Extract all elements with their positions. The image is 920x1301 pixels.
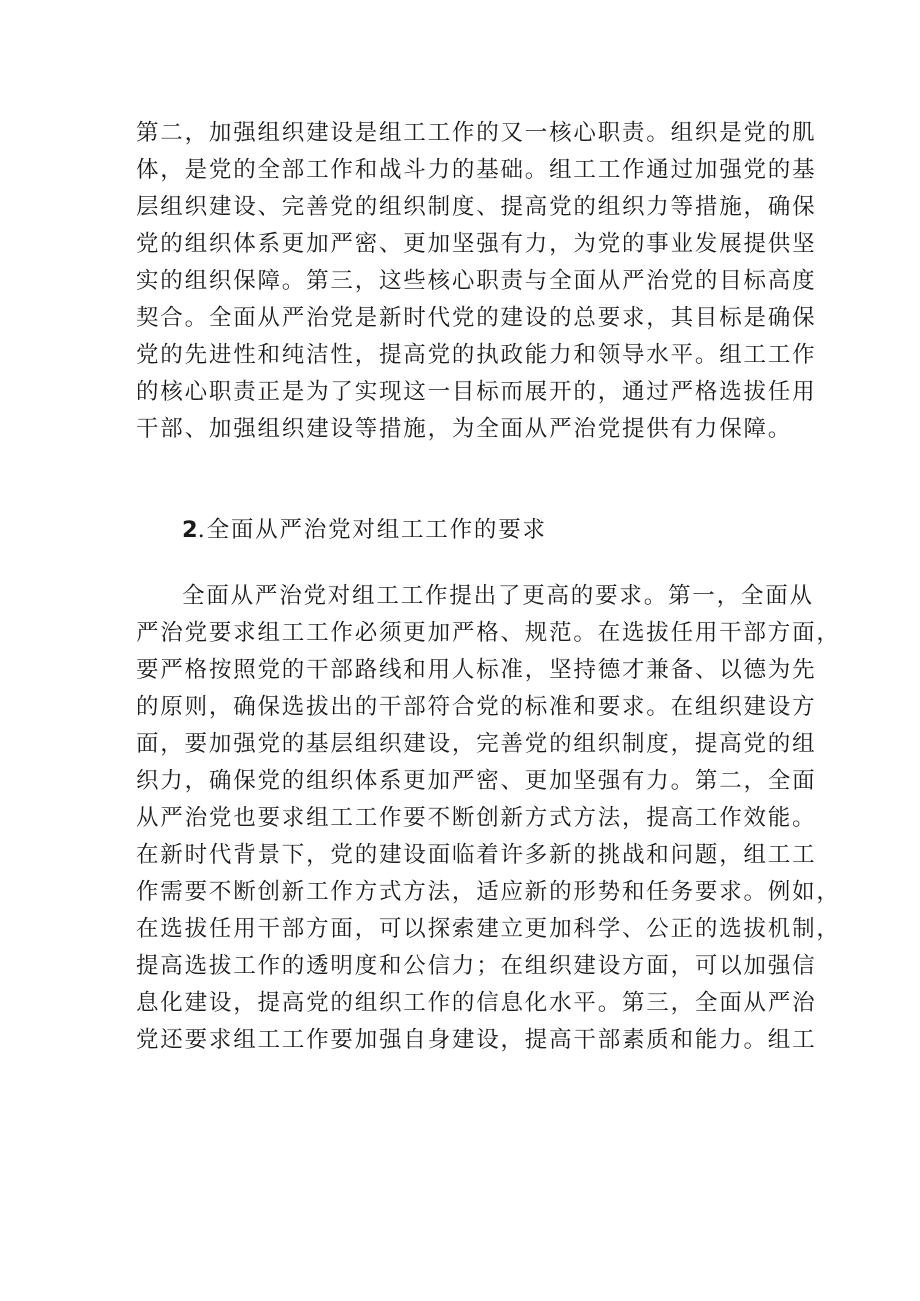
paragraph-line: 体，是党的全部工作和战斗力的基础。组工工作通过加强党的基 [136, 157, 817, 183]
paragraph-line: 严治党要求组工工作必须更加严格、规范。在选拔任用干部方面， [136, 620, 841, 646]
paragraph-line: 在选拔任用干部方面，可以探索建立更加科学、公正的选拔机制， [136, 916, 841, 942]
paragraph-line: 党的组织体系更加严密、更加坚强有力，为党的事业发展提供坚 [136, 231, 817, 257]
section-heading-number: 2 [182, 517, 198, 543]
paragraph-line: 层组织建设、完善党的组织制度、提高党的组织力等措施，确保 [136, 194, 817, 220]
paragraph-line: 党的先进性和纯洁性，提高党的执政能力和领导水平。组工工作 [136, 342, 817, 368]
paragraph-line: 面，要加强党的基层组织建设，完善党的组织制度，提高党的组 [136, 731, 817, 757]
paragraph-line: 在新时代背景下，党的建设面临着许多新的挑战和问题，组工工 [136, 842, 817, 868]
paragraph-line: 干部、加强组织建设等措施，为全面从严治党提供有力保障。 [136, 416, 793, 442]
paragraph-line: 息化建设，提高党的组织工作的信息化水平。第三，全面从严治 [136, 990, 817, 1016]
paragraph-line: 实的组织保障。第三，这些核心职责与全面从严治党的目标高度 [136, 268, 817, 294]
paragraph-line: 织力，确保党的组织体系更加严密、更加坚强有力。第二，全面 [136, 768, 817, 794]
section-heading [182, 512, 547, 549]
paragraph-line: 要严格按照党的干部路线和用人标准，坚持德才兼备、以德为先 [136, 657, 817, 683]
paragraph-line: 的原则，确保选拔出的干部符合党的标准和要求。在组织建设方 [136, 694, 817, 720]
section-heading-text: .全面从严治党对组工工作的要求 [197, 517, 547, 543]
paragraph-1 [136, 115, 817, 448]
paragraph-line: 的核心职责正是为了实现这一目标而展开的，通过严格选拔任用 [136, 379, 817, 405]
paragraph-line: 契合。全面从严治党是新时代党的建设的总要求，其目标是确保 [136, 305, 817, 331]
paragraph-2 [136, 578, 841, 1059]
paragraph-line: 作需要不断创新工作方式方法，适应新的形势和任务要求。例如， [136, 879, 841, 905]
paragraph-line: 党还要求组工工作要加强自身建设，提高干部素质和能力。组工 [136, 1027, 817, 1053]
paragraph-line: 提高选拔工作的透明度和公信力；在组织建设方面，可以加强信 [136, 953, 817, 979]
paragraph-line: 第二，加强组织建设是组工工作的又一核心职责。组织是党的肌 [136, 120, 817, 146]
paragraph-line: 全面从严治党对组工工作提出了更高的要求。第一，全面从 [182, 583, 814, 609]
paragraph-line: 从严治党也要求组工工作要不断创新方式方法，提高工作效能。 [136, 805, 817, 831]
